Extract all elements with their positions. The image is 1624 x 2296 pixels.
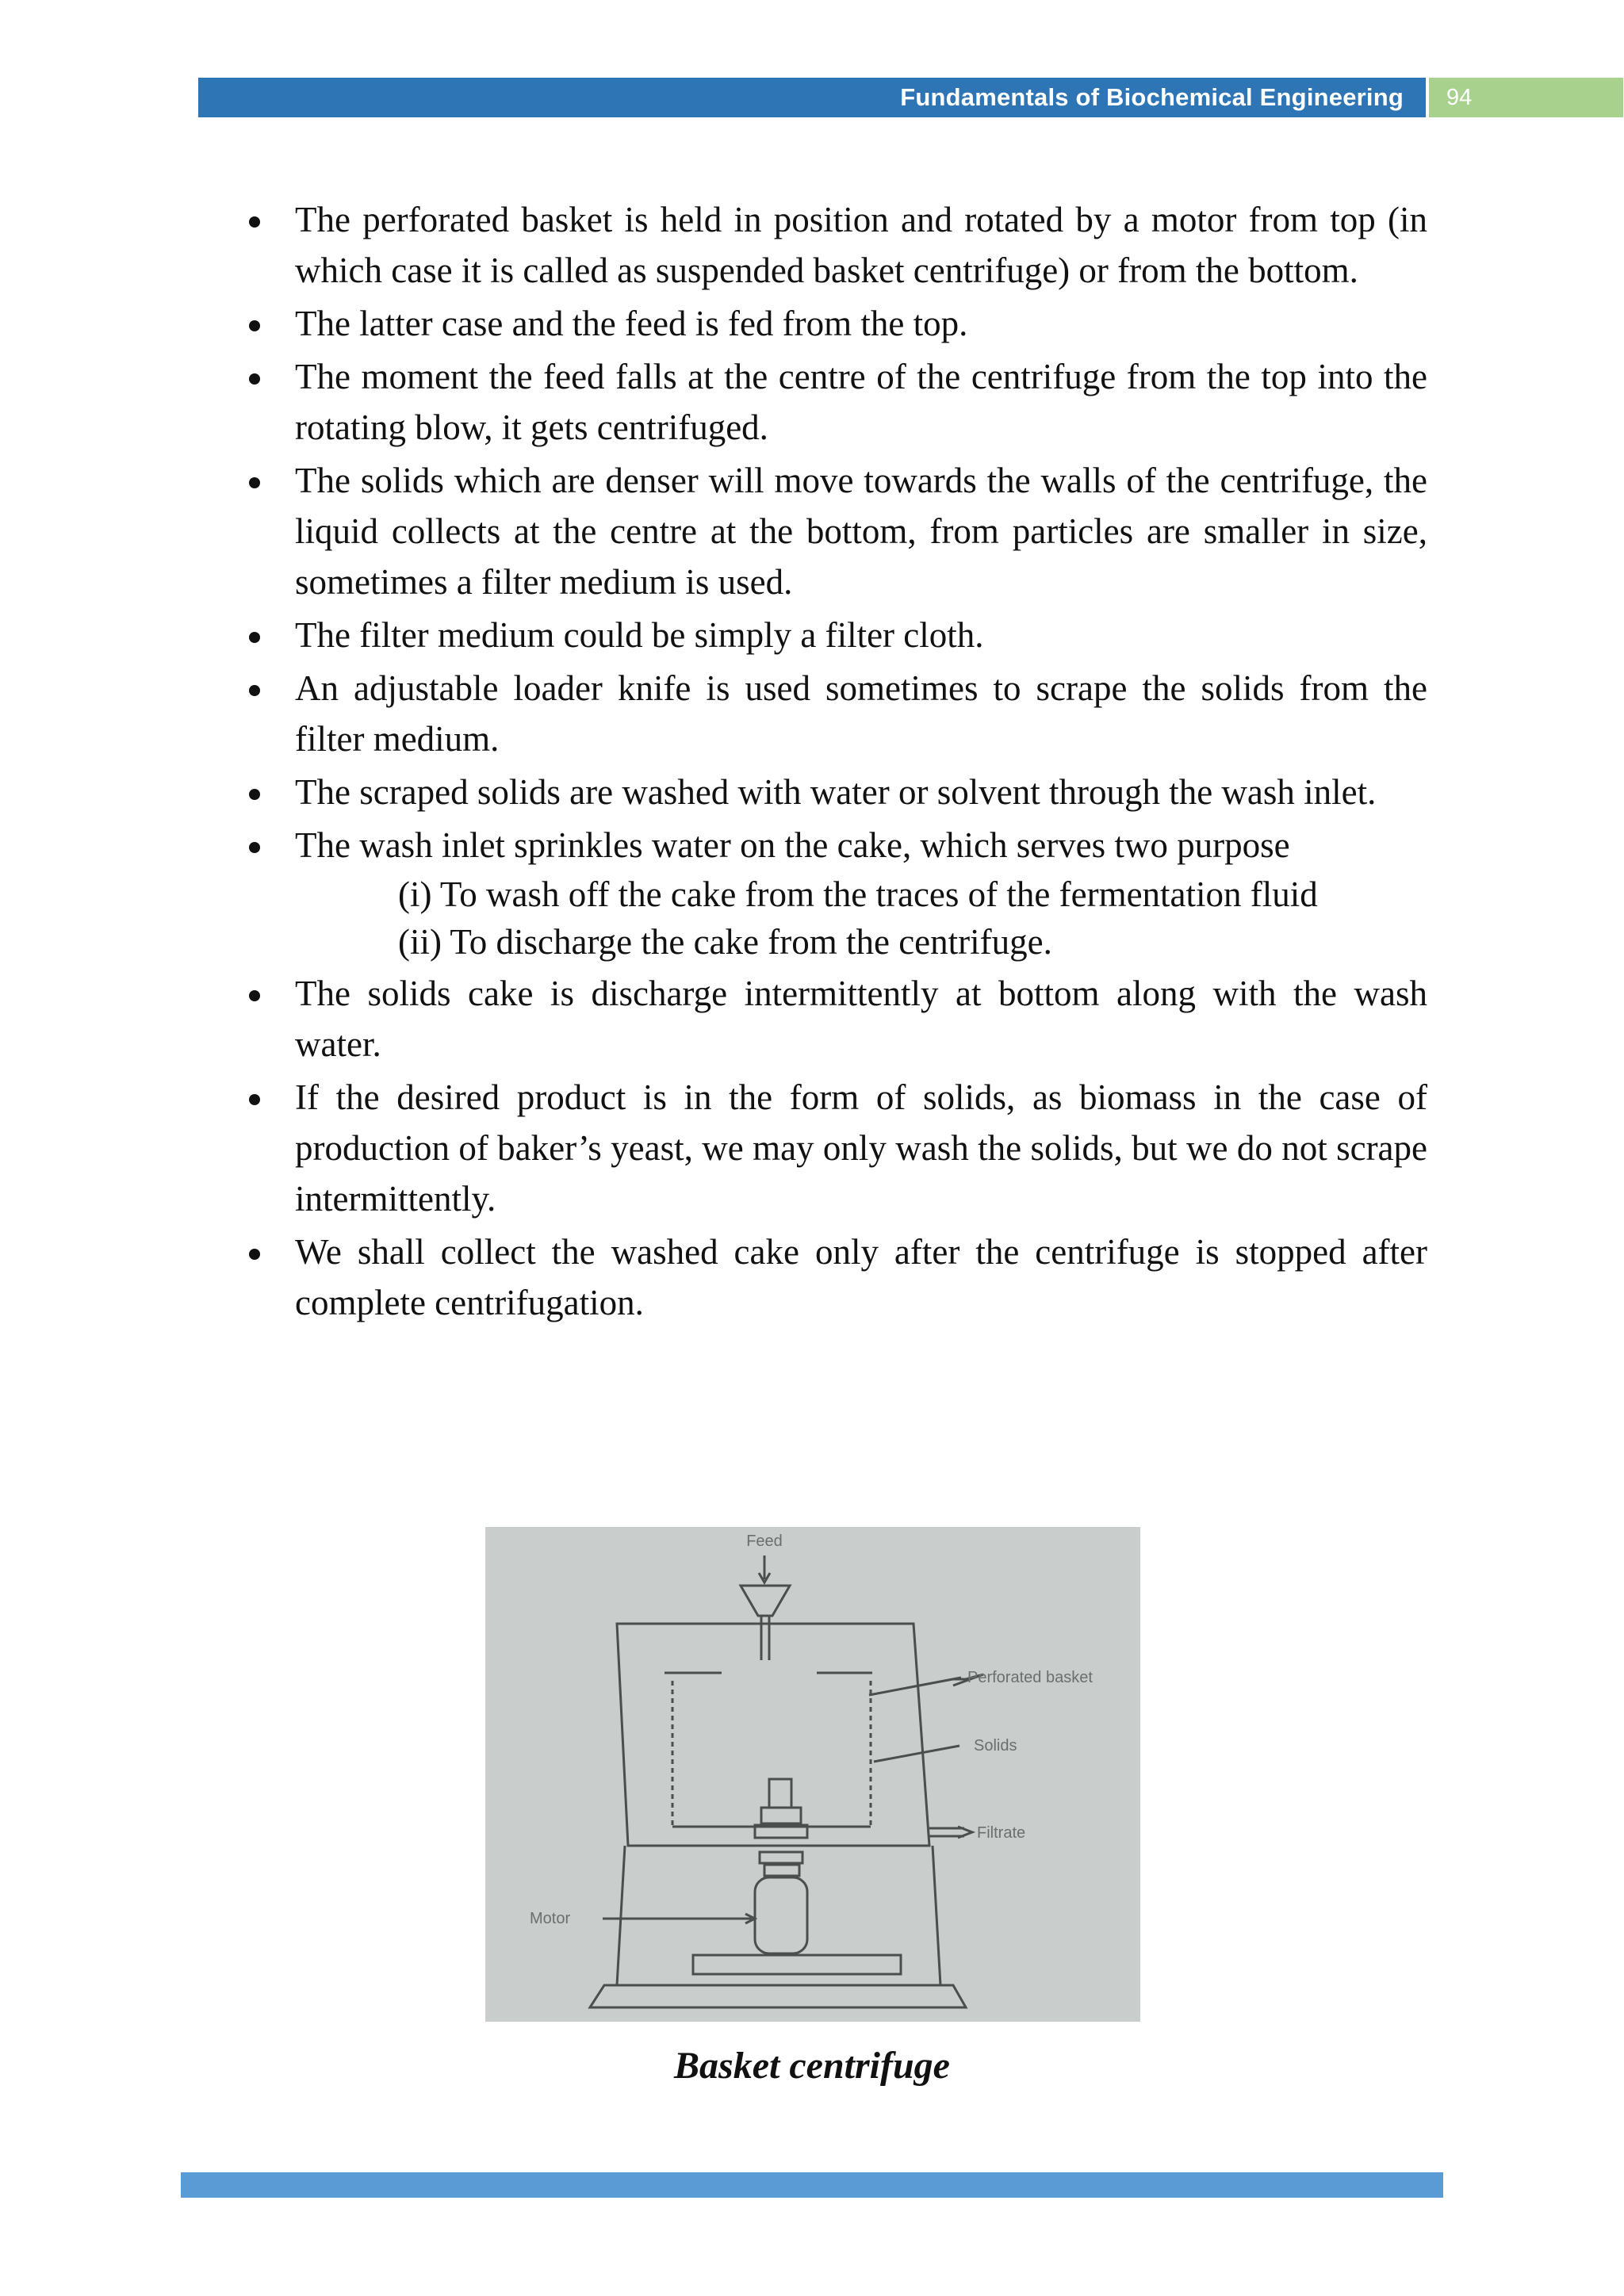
list-item: The scraped solids are washed with water or solvent through the wash inlet. (238, 767, 1427, 817)
label-filtrate: Filtrate (977, 1824, 1026, 1842)
sub-item: (i) To wash off the cake from the traces of the fermentation fluid (398, 874, 1318, 914)
list-item: The solids which are denser will move towards the walls of the centrifuge, the liquid collects at the centre at the bottom, from particles are smaller in size, sometimes a filter medium is used. (238, 455, 1427, 607)
bullet-icon (249, 1094, 260, 1105)
bullet-icon (249, 842, 260, 853)
centrifuge-diagram (485, 1527, 1140, 2022)
bullet-icon (249, 477, 260, 488)
page-number: 94 (1446, 84, 1473, 110)
bullet-icon (249, 632, 260, 643)
bullet-icon (249, 373, 260, 385)
header-bar (198, 78, 1426, 117)
label-motor: Motor (530, 1910, 571, 1927)
list-item: The wash inlet sprinkles water on the cake, which serves two purpose (i) To wash off the cake from the traces of the fermentation fluid (ii) To discharge the cake from the centrifuge. (238, 820, 1427, 966)
page-number-box (1429, 78, 1623, 117)
header-title: Fundamentals of Biochemical Engineering (900, 83, 1404, 111)
label-solids: Solids (974, 1737, 1017, 1755)
label-feed: Feed (746, 1533, 783, 1550)
bullet-icon (249, 216, 260, 228)
bullet-list (238, 194, 1427, 1330)
list-item: The filter medium could be simply a filter cloth. (238, 610, 1427, 660)
list-item: The solids cake is discharge intermittently at bottom along with the wash water. (238, 968, 1427, 1070)
label-perforated-basket: Perforated basket (967, 1669, 1093, 1686)
bullet-icon (249, 990, 260, 1001)
sub-item: (ii) To discharge the cake from the centrifuge. (398, 922, 1052, 962)
bullet-icon (249, 789, 260, 800)
bullet-icon (249, 1249, 260, 1260)
footer-bar (181, 2172, 1443, 2198)
list-item: An adjustable loader knife is used sometimes to scrape the solids from the filter medium. (238, 663, 1427, 764)
list-item: The latter case and the feed is fed from the top. (238, 298, 1427, 349)
list-item: We shall collect the washed cake only after the centrifuge is stopped after complete centrifugation. (238, 1226, 1427, 1328)
basket-centrifuge-figure (485, 1527, 1140, 2022)
list-item: The moment the feed falls at the centre of the centrifuge from the top into the rotating blow, it gets centrifuged. (238, 351, 1427, 453)
bullet-icon (249, 685, 260, 696)
list-item: The perforated basket is held in position and rotated by a motor from top (in which case it is called as suspended basket centrifuge) or from the bottom. (238, 194, 1427, 296)
figure-caption: Basket centrifuge (674, 2045, 950, 2087)
list-item: If the desired product is in the form of solids, as biomass in the case of production of baker’s yeast, we may only wash the solids, but we do not scrape intermittently. (238, 1072, 1427, 1224)
bullet-icon (249, 320, 260, 331)
